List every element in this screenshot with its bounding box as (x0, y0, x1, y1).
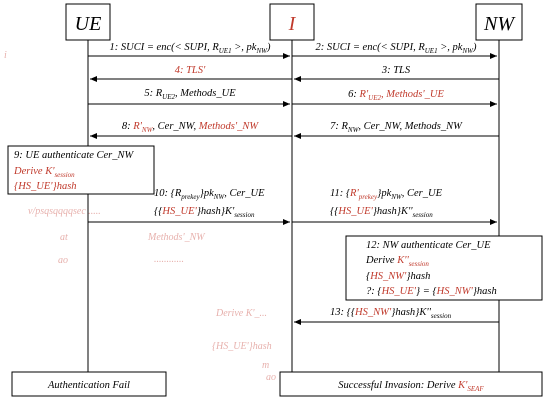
ue-box-line1: 9: UE authenticate Cer_NW (14, 150, 134, 161)
nw-box-line4: ?: {HS_UE'} = {HS_NW'}hash (366, 286, 497, 297)
message-8-label: 8: $R'_{NW}$, Cer_NW, Methods'_NW (121, 121, 259, 134)
message-10-line2: $\{\{HS\_UE'\}hash\}K'_{session}$ (154, 206, 255, 219)
svg-text:ao: ao (58, 255, 68, 266)
message-4-label: 4: TLS' (174, 65, 206, 76)
nw-box-line2: Derive $K''_{session}$ (366, 255, 429, 268)
message-2-label: 2: SUCI = enc(< SUPI, $R_{UE1}$ >, $pk_{NW}$) (315, 42, 477, 55)
nw-box-line3: {HS_NW'}hash (366, 271, 431, 282)
ue-box-line2: Derive $K'_{session}$ (14, 166, 75, 179)
message-1-label: 1: SUCI = enc(< SUPI, $R_{UE1}$ >, $pk_{NW}$) (109, 42, 271, 55)
entity-label-nw: NW (484, 13, 514, 35)
message-7-label: 7: $R_{NW}$, Cer_NW, Methods_NW (330, 121, 462, 134)
message-10-line1: 10: $\{R_{prekey}\}pk_{NW}$, Cer_UE (154, 188, 265, 201)
svg-text:i: i (4, 50, 7, 61)
message-11-line1: 11: $\{R'_{prekey}\}pk_{NW}$, Cer_UE (330, 188, 442, 201)
entity-label-intruder: I (288, 13, 296, 35)
ue-result-text: Authentication Fail (48, 380, 130, 391)
message-13-label: 13: $\{\{HS\_NW'\}hash\}K''_{session}$ (330, 307, 452, 320)
svg-text:v/psqsqqqqsec .....: v/psqsqqqqsec ..... (28, 206, 101, 217)
intruder-result-text: Successful Invasion: Derive $K'_{SEAF}$ (338, 380, 484, 393)
ue-box-line3: {HS_UE'}hash (14, 181, 77, 192)
nw-box-line1: 12: NW authenticate Cer_UE (366, 240, 491, 251)
message-5-label: 5: $R_{UE2}$, Methods_UE (144, 88, 236, 101)
svg-text:Methods'_NW: Methods'_NW (148, 232, 205, 243)
message-3-label: 3: TLS (381, 65, 411, 76)
svg-text:............: ............ (154, 254, 184, 265)
svg-text:ao: ao (266, 372, 276, 383)
entity-label-ue: UE (74, 13, 102, 35)
svg-text:{HS_UE'}hash: {HS_UE'}hash (212, 341, 272, 352)
svg-text:at: at (60, 232, 68, 243)
message-11-line2: $\{\{HS\_UE'\}hash\}K''_{session}$ (330, 206, 433, 219)
message-6-label: 6: $R'_{UE2}$, Methods'_UE (348, 89, 444, 102)
svg-text:Derive K'_...: Derive K'_... (216, 308, 268, 319)
svg-text:m: m (262, 360, 270, 371)
